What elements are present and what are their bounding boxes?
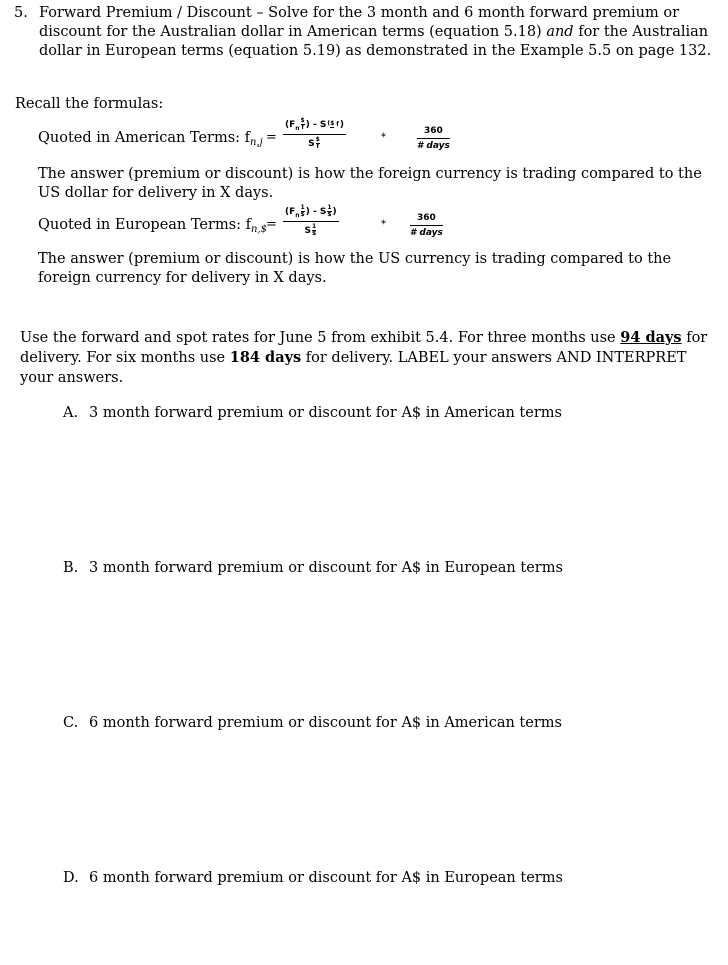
days-fraction: 360 # days <box>417 126 450 151</box>
equals-sign: = <box>266 130 277 145</box>
formula-american-fraction <box>283 118 346 150</box>
question-title-rest: for the Australian dollar in European terms (equation 5.19) as demonstrated in the Example 5.5 on page 132. <box>39 24 712 59</box>
question-text <box>39 4 720 61</box>
recall-heading: Recall the formulas: <box>15 96 164 112</box>
denominator: S 1 $ <box>304 222 317 237</box>
question-number: 5. <box>14 5 28 21</box>
item-a: A. 3 month forward premium or discount for A$ in American terms <box>63 405 562 421</box>
item-b: B. 3 month forward premium or discount for A$ in European terms <box>63 560 563 576</box>
answer-european-note: The answer (premium or discount) is how the US currency is trading compared to the foreign currency for delivery in X days. <box>38 251 672 286</box>
answer-american-note: The answer (premium or discount) is how the foreign currency is trading compared to the US dollar for delivery in X days. <box>38 166 702 201</box>
equals-sign: = <box>266 217 277 232</box>
formula-european <box>38 205 718 245</box>
numerator: ($F_n$ 1 $ ) - S 1 $ ) <box>283 205 339 222</box>
denominator: S $ f <box>308 135 320 150</box>
days-94: 94 days <box>620 329 682 346</box>
question-title: Forward Premium / Discount – Solve for the 3 month and 6 month forward premium or discount for the Australian dollar in American terms (equation 5.18) <box>39 5 680 40</box>
days-fraction: 360 # days <box>410 213 443 238</box>
formula-european-fraction <box>283 205 339 237</box>
instructions: Use the forward and spot rates for June 5 from exhibit 5.4. For three months use 94 days for delivery. For six months use 184 days for delivery. LABEL your answers AND INTERPRET your answers. <box>20 329 708 386</box>
multiply-sign: * <box>381 219 386 230</box>
item-d: D. 6 month forward premium or discount for A$ in European terms <box>63 870 563 886</box>
formula-european-label: Quoted in European Terms: $f_{n,\$}$ <box>38 217 267 235</box>
question-and: and <box>546 24 574 40</box>
days-184: 184 days <box>229 349 302 366</box>
multiply-sign: * <box>381 132 386 143</box>
item-c: C. 6 month forward premium or discount for A$ in American terms <box>63 715 562 731</box>
formula-american <box>38 118 718 158</box>
formula-american-label: Quoted in American Terms: $f_{n,j}$ <box>38 130 263 148</box>
numerator: ($F_n$ $ f ) - S($ f ) <box>283 118 346 135</box>
question-5 <box>14 4 720 61</box>
